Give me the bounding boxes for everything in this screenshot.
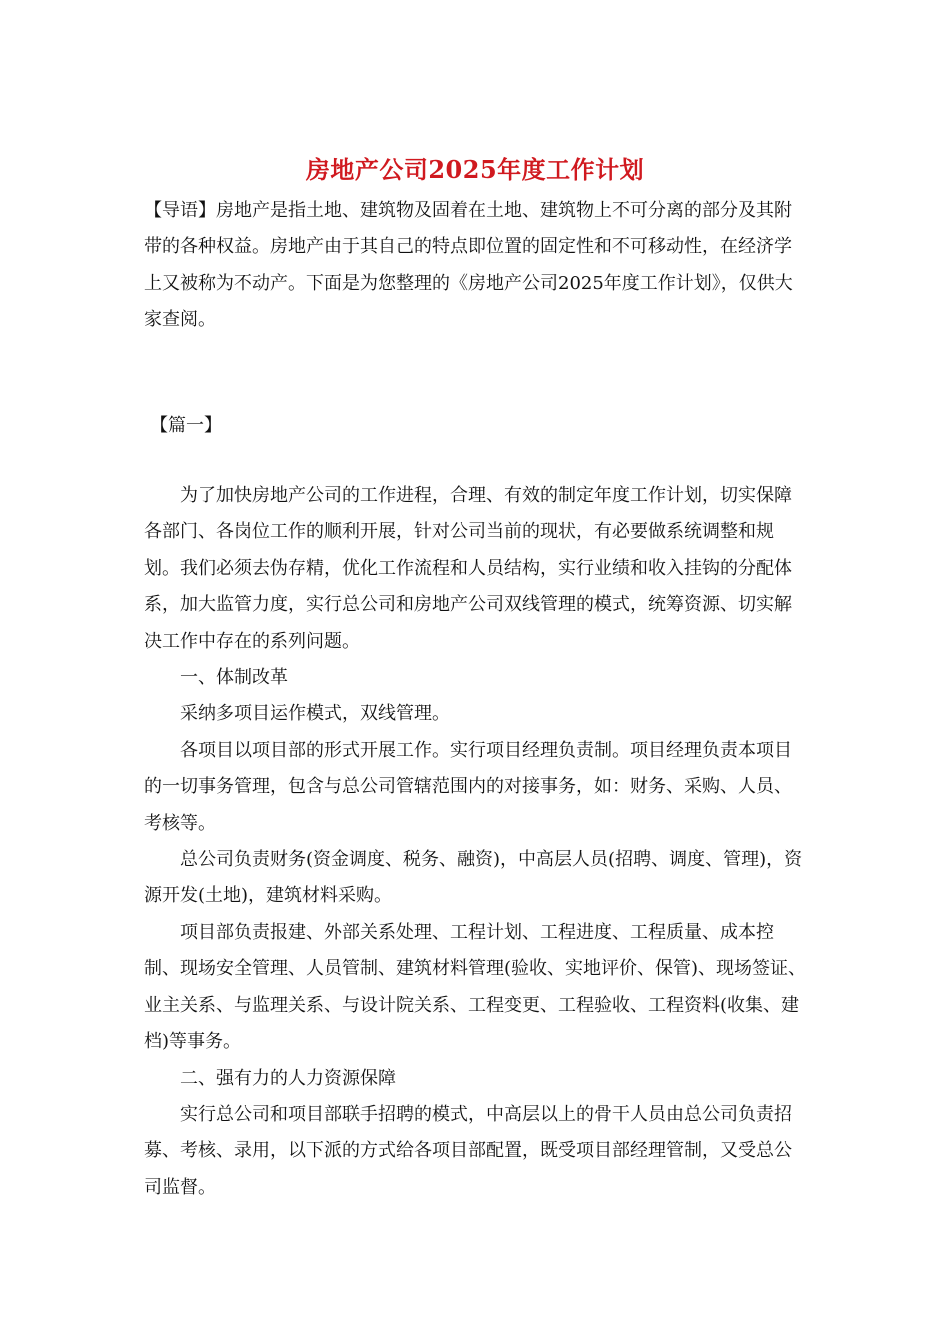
heading-system-reform: 一、体制改革 (180, 667, 288, 689)
body-block (144, 478, 808, 1206)
heading-hr-guarantee: 二、强有力的人力资源保障 (180, 1067, 396, 1089)
intro-block (144, 193, 808, 339)
intro-paragraph: 【导语】房地产是指土地、建筑物及固着在土地、建筑物上不可分离的部分及其附带的各种权益。房地产由于其自己的特点即位置的固定性和不可移动性，在经济学上又被称为不动产。下面是为您整理的《房地产公司2025年度工作计划》，仅供大家查阅。 (144, 200, 793, 331)
section-label: 【篇一】 (150, 415, 222, 436)
body-paragraph: 实行总公司和项目部联手招聘的模式，中高层以上的骨干人员由总公司负责招募、考核、录用，以下派的方式给各项目部配置，既受项目部经理管制，又受总公司监督。 (144, 1103, 792, 1198)
body-paragraph: 采纳多项目运作模式，双线管理。 (180, 703, 450, 725)
body-paragraph: 总公司负责财务(资金调度、税务、融资)，中高层人员(招聘、调度、管理)，资源开发(土地)，建筑材料采购。 (144, 849, 803, 907)
document-title: 房地产公司2025年度工作计划 (305, 155, 645, 184)
body-paragraph: 项目部负责报建、外部关系处理、工程计划、工程进度、工程质量、成本控制、现场安全管理、人员管制、建筑材料管理(验收、实地评价、保管)、现场签证、业主关系、与监理关系、与设计院关系、工程变更、工程验收、工程资料(收集、建档)等事务。 (144, 921, 807, 1053)
body-paragraph-intro: 为了加快房地产公司的工作进程，合理、有效的制定年度工作计划，切实保障各部门、各岗位工作的顺利开展，针对公司当前的现状，有必要做系统调整和规划。我们必须去伪存精，优化工作流程和人员结构，实行业绩和收入挂钩的分配体系，加大监管力度，实行总公司和房地产公司双线管理的模式，统筹资源、切实解决工作中存在的系列问题。 (144, 485, 792, 652)
body-paragraph: 各项目以项目部的形式开展工作。实行项目经理负责制。项目经理负责本项目的一切事务管理，包含与总公司管辖范围内的对接事务，如：财务、采购、人员、考核等。 (144, 739, 792, 834)
